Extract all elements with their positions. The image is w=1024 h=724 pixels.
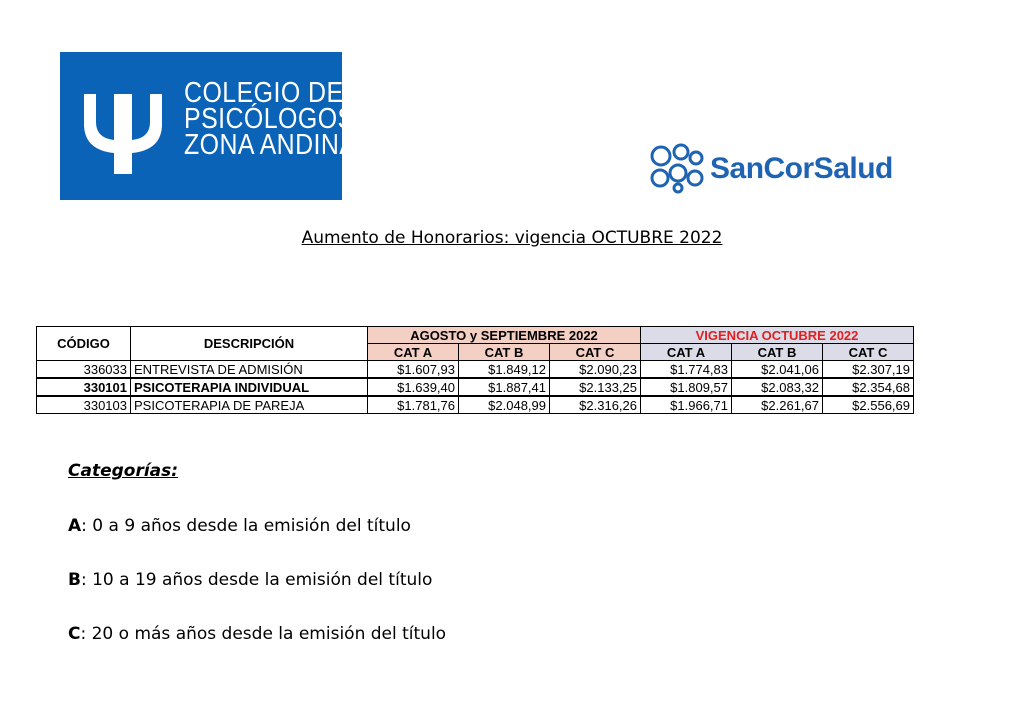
category-description: : 0 a 9 años desde la emisión del título bbox=[81, 516, 411, 536]
header-description: DESCRIPCIÓN bbox=[131, 327, 368, 361]
category-letter: C bbox=[68, 624, 81, 644]
header-oct-cat-a: CAT A bbox=[641, 344, 732, 361]
header-oct-cat-b: CAT B bbox=[732, 344, 823, 361]
table-row bbox=[37, 378, 914, 396]
row-aug-cat-a: $1.607,93 bbox=[368, 361, 459, 379]
row-description: ENTREVISTA DE ADMISIÓN bbox=[131, 361, 368, 379]
row-aug-cat-c: $2.316,26 bbox=[550, 396, 641, 414]
category-letter: A bbox=[68, 516, 82, 536]
row-description: PSICOTERAPIA DE PAREJA bbox=[131, 396, 368, 414]
row-description: PSICOTERAPIA INDIVIDUAL bbox=[131, 378, 368, 396]
document-title: Aumento de Honorarios: vigencia OCTUBRE 2022 bbox=[301, 228, 723, 248]
row-code: 336033 bbox=[37, 361, 131, 379]
psi-symbol-icon bbox=[74, 80, 174, 180]
table-row bbox=[37, 361, 914, 379]
sancor-bubbles-icon bbox=[648, 142, 708, 194]
fees-table bbox=[36, 326, 914, 414]
category-c bbox=[68, 624, 446, 644]
category-a bbox=[68, 516, 411, 536]
header-group-august-september: AGOSTO y SEPTIEMBRE 2022 bbox=[368, 327, 641, 344]
header-oct-cat-c: CAT C bbox=[823, 344, 914, 361]
sancor-logo bbox=[648, 142, 908, 194]
row-oct-cat-b: $2.083,32 bbox=[732, 378, 823, 396]
colegio-line-1: COLEGIO DE bbox=[184, 77, 344, 109]
row-oct-cat-c: $2.354,68 bbox=[823, 378, 914, 396]
row-oct-cat-b: $2.041,06 bbox=[732, 361, 823, 379]
row-oct-cat-a: $1.774,83 bbox=[641, 361, 732, 379]
categories-heading: Categorías: bbox=[68, 461, 179, 481]
header-aug-cat-a: CAT A bbox=[368, 344, 459, 361]
row-oct-cat-c: $2.307,19 bbox=[823, 361, 914, 379]
sancor-name: SanCorSalud bbox=[710, 152, 893, 185]
row-code: 330103 bbox=[37, 396, 131, 414]
row-aug-cat-b: $2.048,99 bbox=[459, 396, 550, 414]
row-aug-cat-a: $1.639,40 bbox=[368, 378, 459, 396]
colegio-line-2: PSICÓLOGOS bbox=[184, 103, 355, 135]
row-aug-cat-c: $2.090,23 bbox=[550, 361, 641, 379]
row-code: 330101 bbox=[37, 378, 131, 396]
category-b bbox=[68, 570, 432, 590]
colegio-name bbox=[184, 77, 385, 161]
row-aug-cat-b: $1.887,41 bbox=[459, 378, 550, 396]
row-aug-cat-b: $1.849,12 bbox=[459, 361, 550, 379]
colegio-line-3: ZONA ANDINA bbox=[184, 129, 357, 161]
category-description: : 20 o más años desde la emisión del título bbox=[80, 624, 447, 644]
table-row bbox=[37, 396, 914, 414]
header-code: CÓDIGO bbox=[37, 327, 131, 361]
colegio-logo bbox=[60, 52, 357, 200]
header-aug-cat-b: CAT B bbox=[459, 344, 550, 361]
row-oct-cat-b: $2.261,67 bbox=[732, 396, 823, 414]
row-aug-cat-c: $2.133,25 bbox=[550, 378, 641, 396]
row-aug-cat-a: $1.781,76 bbox=[368, 396, 459, 414]
row-oct-cat-c: $2.556,69 bbox=[823, 396, 914, 414]
header-aug-cat-c: CAT C bbox=[550, 344, 641, 361]
header-group-october: VIGENCIA OCTUBRE 2022 bbox=[641, 327, 914, 344]
category-letter: B bbox=[68, 570, 81, 590]
category-description: : 10 a 19 años desde la emisión del título bbox=[80, 570, 433, 590]
row-oct-cat-a: $1.966,71 bbox=[641, 396, 732, 414]
row-oct-cat-a: $1.809,57 bbox=[641, 378, 732, 396]
